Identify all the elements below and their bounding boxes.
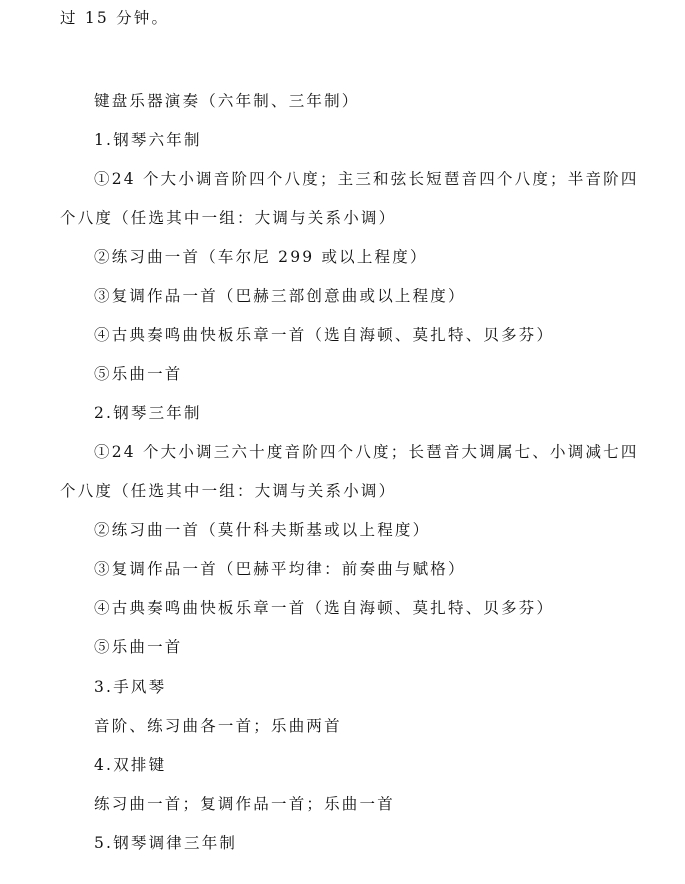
list-item-continuation: 个八度（任选其中一组：大调与关系小调）	[60, 209, 397, 227]
paragraph-text: 练习曲一首；复调作品一首；乐曲一首	[94, 795, 395, 813]
list-item: ①24 个大小调音阶四个八度；主三和弦长短琶音四个八度；半音阶四	[94, 170, 639, 188]
list-item: ④古典奏鸣曲快板乐章一首（选自海顿、莫扎特、贝多芬）	[94, 599, 555, 617]
subsection-heading: 5.钢琴调律三年制	[94, 834, 238, 852]
list-item: ③复调作品一首（巴赫三部创意曲或以上程度）	[94, 287, 466, 305]
list-item: ⑤乐曲一首	[94, 365, 183, 383]
subsection-heading: 4.双排键	[94, 756, 167, 774]
list-item: ②练习曲一首（莫什科夫斯基或以上程度）	[94, 521, 431, 539]
paragraph-text: 音阶、练习曲各一首；乐曲两首	[94, 717, 342, 735]
subsection-heading: 2.钢琴三年制	[94, 404, 202, 422]
subsection-heading: 3.手风琴	[94, 678, 167, 696]
section-heading: 键盘乐器演奏（六年制、三年制）	[94, 92, 360, 110]
list-item: ②练习曲一首（车尔尼 299 或以上程度）	[94, 248, 428, 266]
list-item: ④古典奏鸣曲快板乐章一首（选自海顿、莫扎特、贝多芬）	[94, 326, 555, 344]
list-item: ⑤乐曲一首	[94, 638, 183, 656]
list-item-continuation: 个八度（任选其中一组：大调与关系小调）	[60, 482, 397, 500]
list-item: ③复调作品一首（巴赫平均律：前奏曲与赋格）	[94, 560, 466, 578]
subsection-heading: 1.钢琴六年制	[94, 131, 202, 149]
list-item: ①24 个大小调三六十度音阶四个八度；长琶音大调属七、小调减七四	[94, 443, 639, 461]
text-line-continuation: 过 15 分钟。	[60, 9, 170, 27]
